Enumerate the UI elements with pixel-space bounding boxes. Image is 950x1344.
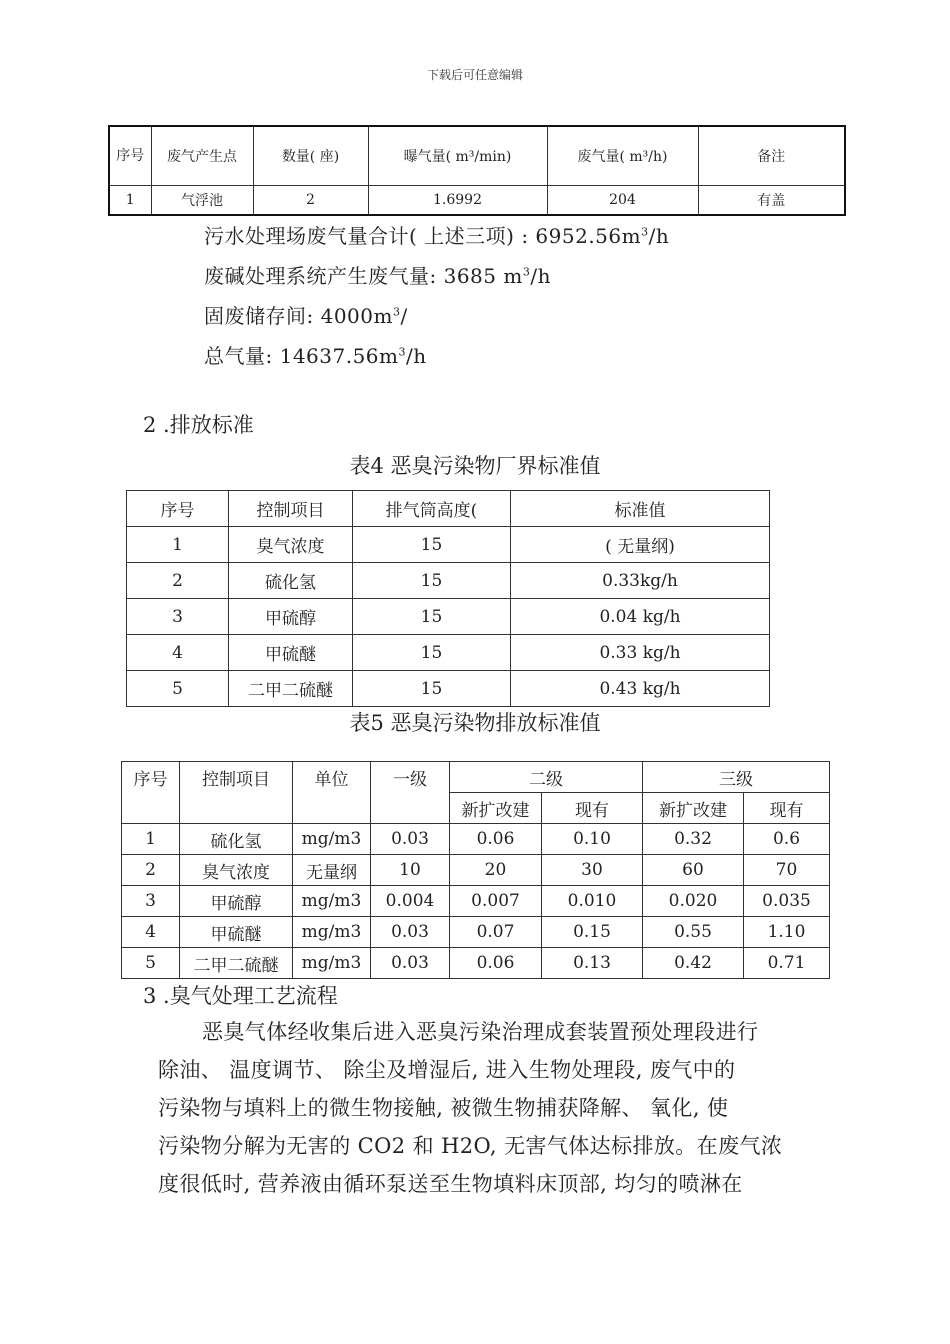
table-row	[122, 824, 830, 855]
paragraph-line: 恶臭气体经收集后进入恶臭污染治理成套装置预处理段进行	[202, 1020, 759, 1044]
header-cell: 废气量( m³/h)	[547, 126, 698, 186]
paragraph-line: 污染物与填料上的微生物接触, 被微生物捕获降解、 氧化, 使	[158, 1096, 729, 1120]
table-cell: 5	[122, 948, 180, 979]
table-cell: 30	[542, 855, 643, 886]
process-paragraph	[158, 1013, 818, 1203]
table-cell: 15	[353, 599, 511, 635]
table-cell: 1	[109, 186, 151, 216]
waste-gas-table	[108, 125, 846, 216]
table-cell: 臭气浓度	[229, 527, 353, 563]
table-header-row	[109, 126, 845, 186]
table-cell: mg/m3	[293, 917, 371, 948]
table4-caption: 表4 恶臭污染物厂界标准值	[349, 454, 601, 478]
table-cell: 70	[744, 855, 830, 886]
header-cell: 控制项目	[180, 762, 293, 824]
table-cell: 5	[127, 671, 229, 707]
subheader-cell: 现有	[542, 793, 643, 824]
table-cell: 0.42	[643, 948, 744, 979]
table-cell: 0.010	[542, 886, 643, 917]
table-cell: 硫化氢	[180, 824, 293, 855]
table-cell: 3	[122, 886, 180, 917]
table-cell: 10	[371, 855, 450, 886]
table-cell: 2	[122, 855, 180, 886]
table-cell: 甲硫醇	[180, 886, 293, 917]
header-cell: 序号	[122, 762, 180, 824]
caustic-gas-line: 废碱处理系统产生废气量: 3685 $m^3/h$	[204, 264, 551, 288]
table-cell: 硫化氢	[229, 563, 353, 599]
header-cell: 控制项目	[229, 491, 353, 527]
table-cell: 0.03	[371, 824, 450, 855]
table-cell: 0.71	[744, 948, 830, 979]
table-cell: 0.6	[744, 824, 830, 855]
table-cell: 2	[253, 186, 368, 216]
header-cell: 一级	[371, 762, 450, 824]
table-cell: mg/m3	[293, 886, 371, 917]
table-row	[122, 886, 830, 917]
header-cell: 数量( 座)	[253, 126, 368, 186]
table-row	[127, 563, 770, 599]
table-cell: 0.32	[643, 824, 744, 855]
table-row	[109, 186, 845, 216]
table-cell: 甲硫醚	[180, 917, 293, 948]
header-cell: 排气筒高度(	[353, 491, 511, 527]
header-cell: 单位	[293, 762, 371, 824]
header-cell: 二级	[450, 762, 643, 793]
table-cell: 1.10	[744, 917, 830, 948]
table-row	[122, 917, 830, 948]
table-cell: 3	[127, 599, 229, 635]
table-cell: mg/m3	[293, 824, 371, 855]
table-cell: 20	[450, 855, 542, 886]
table-cell: 0.004	[371, 886, 450, 917]
table-cell: 0.020	[643, 886, 744, 917]
table-cell: 有盖	[698, 186, 845, 216]
header-cell: 曝气量( m³/min)	[368, 126, 547, 186]
table-cell: 0.07	[450, 917, 542, 948]
table-cell: 0.13	[542, 948, 643, 979]
table-row	[127, 599, 770, 635]
total-gas-line: 总气量: $14637.56m^3/h$	[204, 344, 427, 368]
table-cell: 1	[127, 527, 229, 563]
table-header-row	[127, 491, 770, 527]
paragraph-line: 除油、 温度调节、 除尘及增湿后, 进入生物处理段, 废气中的	[158, 1058, 736, 1082]
header-cell: 废气产生点	[151, 126, 253, 186]
section-heading-2: 2 .排放标准	[143, 413, 254, 437]
subheader-cell: 现有	[744, 793, 830, 824]
table-cell: 0.007	[450, 886, 542, 917]
table-cell: 15	[353, 563, 511, 599]
table-header-row	[122, 762, 830, 793]
subheader-cell: 新扩改建	[643, 793, 744, 824]
table5-caption: 表5 恶臭污染物排放标准值	[349, 711, 601, 735]
table-cell: 1.6992	[368, 186, 547, 216]
table-cell: 二甲二硫醚	[229, 671, 353, 707]
section-heading-3: 3 .臭气处理工艺流程	[143, 984, 338, 1008]
table-cell: 4	[127, 635, 229, 671]
table-cell: 0.06	[450, 948, 542, 979]
table-cell: mg/m3	[293, 948, 371, 979]
table-cell: 4	[122, 917, 180, 948]
table-cell: 0.035	[744, 886, 830, 917]
table-cell: 0.15	[542, 917, 643, 948]
header-cell: 序号	[109, 126, 151, 186]
header-cell: 备注	[698, 126, 845, 186]
table-row	[122, 855, 830, 886]
table-cell: 0.33kg/h	[511, 563, 770, 599]
header-cell: 三级	[643, 762, 830, 793]
subheader-cell: 新扩改建	[450, 793, 542, 824]
table-row	[122, 948, 830, 979]
table-cell: 0.10	[542, 824, 643, 855]
table-cell: 气浮池	[151, 186, 253, 216]
table-cell: 0.03	[371, 917, 450, 948]
table-cell: 无量纲	[293, 855, 371, 886]
boundary-standard-table	[126, 490, 770, 707]
table-row	[127, 635, 770, 671]
table-cell: 甲硫醇	[229, 599, 353, 635]
table-cell: 0.55	[643, 917, 744, 948]
table-cell: 0.33 kg/h	[511, 635, 770, 671]
table-cell: 0.03	[371, 948, 450, 979]
solid-waste-storage-line: 固废储存间: $4000m^3/$	[204, 304, 408, 328]
page-header: 下载后可任意编辑	[426, 68, 523, 82]
table-cell: 15	[353, 527, 511, 563]
table-cell: 60	[643, 855, 744, 886]
table-cell: 0.06	[450, 824, 542, 855]
table-cell: 15	[353, 671, 511, 707]
table-cell: 0.43 kg/h	[511, 671, 770, 707]
emission-standard-table	[121, 761, 830, 979]
table-cell: 204	[547, 186, 698, 216]
table-cell: 15	[353, 635, 511, 671]
table-cell: 2	[127, 563, 229, 599]
table-cell: ( 无量纲)	[511, 527, 770, 563]
table-cell: 二甲二硫醚	[180, 948, 293, 979]
table-cell: 1	[122, 824, 180, 855]
paragraph-line: 度很低时, 营养液由循环泵送至生物填料床顶部, 均匀的喷淋在	[158, 1172, 743, 1196]
paragraph-line: 污染物分解为无害的 CO2 和 H2O, 无害气体达标排放。在废气浓	[158, 1134, 783, 1158]
table-cell: 0.04 kg/h	[511, 599, 770, 635]
table-cell: 甲硫醚	[229, 635, 353, 671]
header-cell: 序号	[127, 491, 229, 527]
table-row	[127, 671, 770, 707]
table-cell: 臭气浓度	[180, 855, 293, 886]
header-cell: 标准值	[511, 491, 770, 527]
table-row	[127, 527, 770, 563]
total-sewage-gas-line: 污水处理场废气量合计( 上述三项) : $6952.56m^3/h$	[204, 224, 670, 248]
